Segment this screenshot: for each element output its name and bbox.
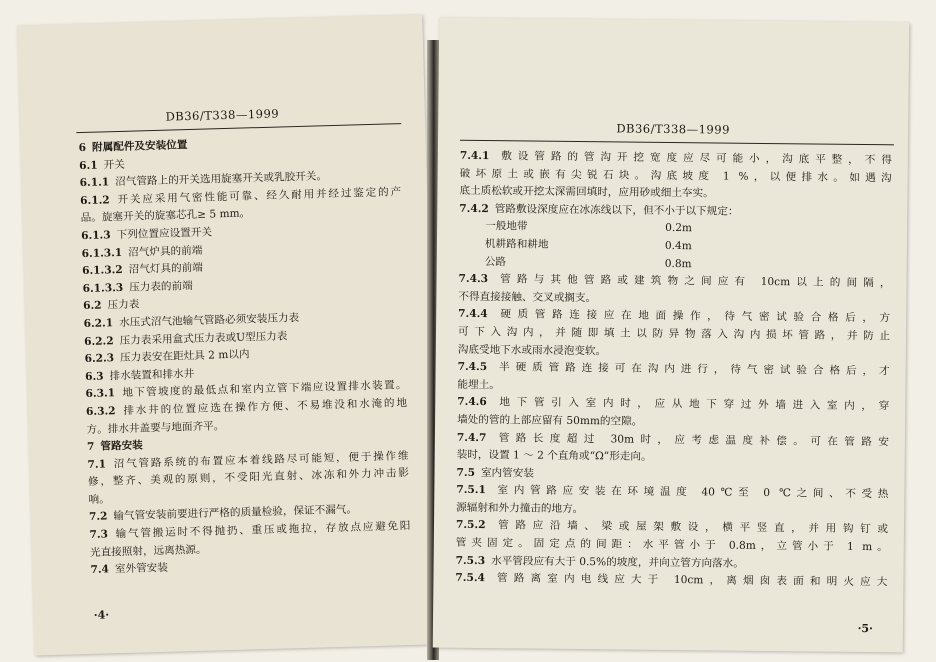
clause-text: 室外管安装 <box>114 562 169 576</box>
clause-number: 6.1.3.3 <box>82 281 124 295</box>
clause-text: 输气管搬运时不得抛扔、重压或拖拉，存放点应避免阳 <box>113 520 411 541</box>
clause-text: 管路离室内电线应大于 10cm，离烟囱表面和明火应大 <box>490 572 888 589</box>
clause-text: 下列位置应设置开关 <box>116 226 213 242</box>
clause-number: 7.4.1 <box>459 149 490 163</box>
page-header: DB36/T338—1999 <box>616 121 731 137</box>
clause-text: 响。 <box>88 493 110 506</box>
clause-number: 6.2.2 <box>83 334 114 348</box>
clause-number: 6.1.2 <box>80 194 110 207</box>
clause-text: 地下管坡度的最低点和室内立管下端应设置排水装置。 <box>120 379 407 400</box>
clause-text: 水平管段应有大于 0.5%的坡度，并向立管方向落水。 <box>491 554 744 570</box>
clause-text: 沼气灯具的前端 <box>128 261 204 276</box>
depth-value: 0.2m <box>665 222 693 235</box>
clause-text: 压力表的前端 <box>129 279 193 294</box>
clause-number: 6.3.1 <box>85 387 116 401</box>
clause-text: 压力表采用盒式压力表或U型压力表 <box>119 329 288 347</box>
clause-text: 管路敷设深度应在冰冻线以下，但不小于以下规定： <box>494 202 739 218</box>
clause-number: 7.4.2 <box>459 202 489 215</box>
clause-text: 排水井的位置应选在操作方便、不易堆没和水淹的地 <box>121 396 408 417</box>
clause-number: 7.2 <box>88 510 108 524</box>
clause-text: 压力表安在距灶具 2 m以内 <box>119 348 250 365</box>
clause-text: 底土质松软或开挖太深需回填时，应用砂或细土夲实。 <box>459 184 714 200</box>
clause-text: 沼气管路系统的布置应本着线路尽可能短，便于操作维 <box>111 449 409 470</box>
left-page-body <box>78 131 411 580</box>
clause-number: 6.1 <box>79 159 98 172</box>
clause-number: 7.3 <box>89 528 109 542</box>
clause-text: 管路应沿墙、梁或屋架敷设，横平竖直，并用钩钉或 <box>491 519 889 536</box>
clause-text: 破坏原土或嵌有尖锐石块。沟底坡度 1 %，以便排水。如遇沟 <box>459 167 892 184</box>
clause-text: 源辐射和外力撞击的地方。 <box>456 501 584 515</box>
clause-text: 管路与其他管路或建筑物之间应有 10cm以上的间隔， <box>494 273 891 290</box>
clause-number: 6.1.3 <box>81 229 111 243</box>
clause-text: 附属配件及安装位置 <box>91 139 188 154</box>
clause-text: 管夹固定。固定点的间距：水平管小于 0.8m，立管小于 1 m。 <box>455 536 888 554</box>
header-rule <box>460 140 894 146</box>
clause-number: 7.4.5 <box>457 360 488 374</box>
clause-text: 沟底受地下水或雨水浸泡变软。 <box>457 343 607 357</box>
clause-text: 水压式沼气池输气管路必须安装压力表 <box>118 311 300 329</box>
right-page <box>433 18 910 653</box>
clause-text: 墙处的管的上部应留有 50mm的空隙。 <box>457 413 643 428</box>
depth-location-label: 机耕路和耕地 <box>484 238 549 251</box>
clause-number: 6.2.3 <box>84 352 115 366</box>
depth-value: 0.4m <box>664 239 692 253</box>
clause-text: 敷设管路的管沟开挖宽度应尽可能小，沟底平整，不得 <box>495 150 892 167</box>
clause-text: 半硬质管路连接可在沟内进行，待气密试验合格后，才 <box>493 361 890 378</box>
clause-number: 6.3 <box>84 370 104 383</box>
clause-line <box>455 570 887 592</box>
clause-number: 6 <box>78 141 87 155</box>
depth-location-label: 一般地带 <box>485 220 528 233</box>
clause-text: 管路安装 <box>100 439 143 453</box>
clause-number: 6.2 <box>82 299 102 313</box>
clause-text: 沼气炉具的前端 <box>128 244 203 259</box>
clause-text: 沼气管路上的开关选用旋塞开关或乳胶开关。 <box>115 170 328 189</box>
page-number: ·5· <box>857 621 874 636</box>
clause-number: 7.4.6 <box>457 396 487 409</box>
clause-number: 7.5.3 <box>455 554 486 567</box>
clause-text: 开关 <box>103 158 125 172</box>
clause-number: 7 <box>86 440 95 454</box>
clause-number: 7.4.4 <box>458 308 488 321</box>
clause-number: 7.4 <box>90 563 110 577</box>
clause-text: 压力表 <box>107 298 140 312</box>
clause-number: 6.1.1 <box>79 176 110 190</box>
clause-text: 可下入沟内，并随即填土以防异物落入沟内损坏管路，并防止 <box>457 325 891 343</box>
left-page <box>17 14 439 655</box>
clause-number: 6.1.3.2 <box>81 264 123 278</box>
clause-text: 输气管安装前要进行严格的质量检验，保证不漏气。 <box>113 503 358 523</box>
clause-text: 管路长度超过 30m时，应考虑温度补偿。可在管路安 <box>492 431 889 448</box>
page-number: ·4· <box>93 608 110 622</box>
clause-text: 不得直接接触、交叉或搁支。 <box>458 290 597 304</box>
page-header: DB36/T338—1999 <box>165 106 280 124</box>
depth-location-label: 公路 <box>484 255 507 268</box>
clause-text: 地下管引入室内时，应从地下穿过外墙进入室内，穿 <box>492 396 890 413</box>
clause-text: 修，整齐、美观的原则，不受阳光直射、冰冻和外力冲击影 <box>87 467 410 489</box>
clause-number: 7.5.2 <box>455 519 486 532</box>
clause-number: 7.5.1 <box>456 484 486 497</box>
right-page-body <box>455 148 892 592</box>
clause-text: 硬质管路连接应在地面操作，待气密试验合格后，方 <box>493 308 891 325</box>
clause-text: 能埋土。 <box>457 378 500 391</box>
clause-number: 7.4.3 <box>458 272 489 286</box>
clause-number: 7.5.4 <box>455 572 486 585</box>
clause-number: 6.3.2 <box>85 405 116 418</box>
clause-text: 室内管安装 <box>480 466 535 480</box>
clause-text: 品。旋塞开关的旋塞芯孔≥ 5 mm。 <box>80 207 251 225</box>
clause-text: 室内管路应安装在环境温度 40℃至 0 ℃之间、不受热 <box>491 484 889 501</box>
clause-number: 7.1 <box>87 458 107 471</box>
clause-text: 开关应采用气密性能可靠、经久耐用并经过鉴定的产 <box>115 185 402 206</box>
clause-text: 光直接照射，远离热源。 <box>89 543 207 559</box>
clause-text: 方。排水井盖要与地面齐平。 <box>86 419 225 436</box>
clause-number: 6.1.3.1 <box>81 246 123 260</box>
clause-number: 7.5 <box>456 466 476 479</box>
clause-text: 装时，设置 1 ～ 2 个直角或“Ω”形走向。 <box>456 448 652 463</box>
depth-value: 0.8m <box>664 257 692 270</box>
clause-text: 排水装置和排水井 <box>109 367 195 383</box>
clause-number: 6.2.1 <box>83 317 114 330</box>
clause-number: 7.4.7 <box>456 431 487 444</box>
